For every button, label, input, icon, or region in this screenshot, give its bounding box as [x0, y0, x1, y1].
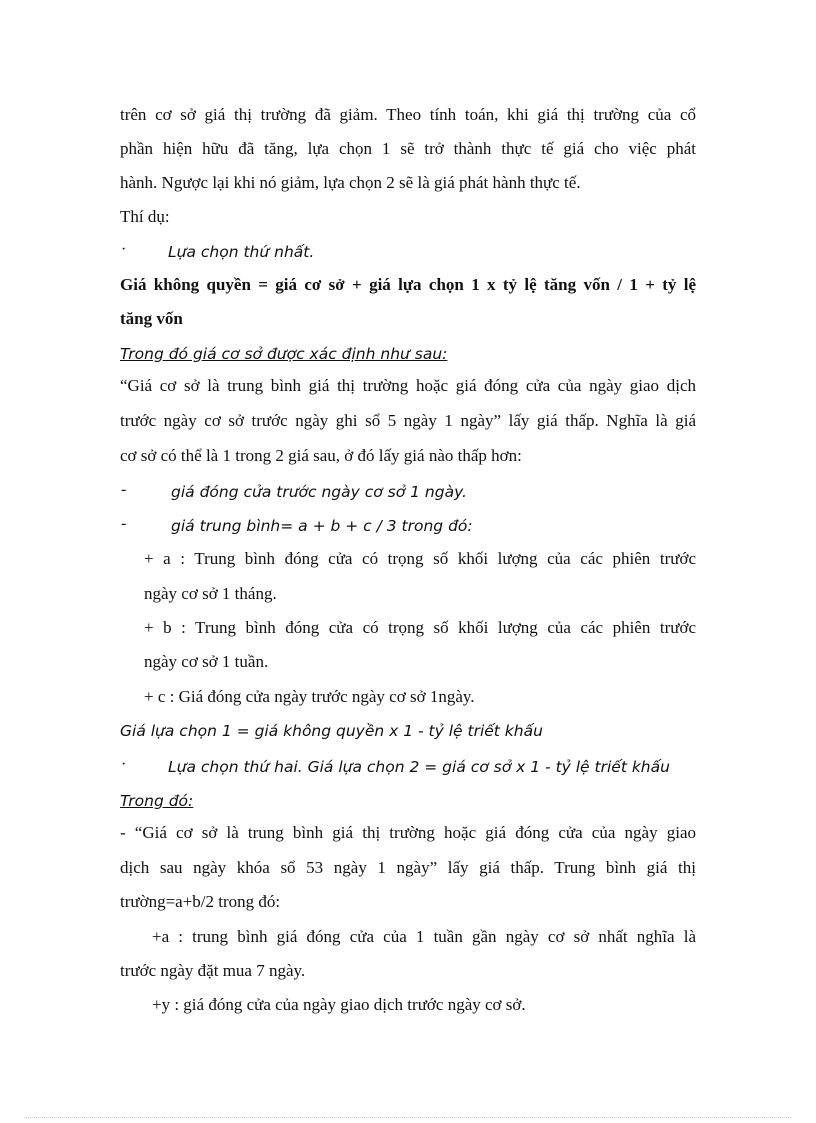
list-item: + b : Trung bình đóng cửa có trọng số khối lượng của các phiên trước [144, 618, 696, 637]
list-item: ngày cơ sở 1 tháng. [144, 584, 277, 603]
example-heading: Thí dụ: [120, 207, 170, 226]
bullet-dot: · [121, 241, 127, 258]
paragraph-line: cơ sở có thể là 1 trong 2 giá sau, ở đó lấy giá nào thấp hơn: [120, 446, 522, 465]
paragraph-line: hành. Ngược lại khi nó giảm, lựa chọn 2 sẽ là giá phát hành thực tế. [120, 173, 581, 192]
paragraph-line: - “Giá cơ sở là trung bình giá thị trường hoặc giá đóng cửa của ngày giao [120, 823, 696, 842]
list-item: + c : Giá đóng cửa ngày trước ngày cơ sở 1ngày. [144, 687, 475, 706]
list-item: trước ngày đặt mua 7 ngày. [120, 961, 306, 980]
subheading-where: Trong đó: [120, 792, 194, 810]
bullet-dash: - [121, 481, 127, 498]
list-item: giá đóng cửa trước ngày cơ sở 1 ngày. [171, 483, 467, 501]
list-item: +a : trung bình giá đóng cửa của 1 tuần gần ngày cơ sở nhất nghĩa là [152, 927, 696, 946]
formula-line: Giá không quyền = giá cơ sở + giá lựa chọn 1 x tỷ lệ tăng vốn / 1 + tỷ lệ [120, 275, 696, 294]
paragraph-line: phần hiện hữu đã tăng, lựa chọn 1 sẽ trở thành thực tế giá cho việc phát [120, 139, 696, 158]
paragraph-line: trên cơ sở giá thị trường đã giảm. Theo tính toán, khi giá thị trường của cổ [120, 105, 696, 124]
bullet-dash: - [121, 515, 127, 532]
paragraph-line: trường=a+b/2 trong đó: [120, 892, 281, 911]
list-item: ngày cơ sở 1 tuần. [144, 652, 269, 671]
formula-line: tăng vốn [120, 309, 183, 328]
paragraph-line: dịch sau ngày khóa sổ 53 ngày 1 ngày” lấy giá thấp. Trung bình giá thị [120, 858, 696, 877]
page-bottom-rule [25, 1117, 791, 1118]
list-item: giá trung bình= a + b + c / 3 trong đó: [171, 517, 473, 535]
paragraph-line: “Giá cơ sở là trung bình giá thị trường hoặc giá đóng cửa của ngày giao dịch [120, 376, 696, 395]
option-two-heading: Lựa chọn thứ hai. Giá lựa chọn 2 = giá cơ sở x 1 - tỷ lệ triết khấu [168, 758, 670, 776]
option-one-heading: Lựa chọn thứ nhất. [168, 243, 315, 261]
list-item: + a : Trung bình đóng cửa có trọng số khối lượng của các phiên trước [144, 549, 696, 568]
paragraph-line: trước ngày cơ sở trước ngày ghi sổ 5 ngày 1 ngày” lấy giá thấp. Nghĩa là giá [120, 411, 696, 430]
formula-line: Giá lựa chọn 1 = giá không quyền x 1 - tỷ lệ triết khấu [120, 722, 543, 740]
bullet-dot: · [121, 756, 127, 773]
list-item: +y : giá đóng cửa của ngày giao dịch trước ngày cơ sở. [152, 995, 526, 1014]
subheading-base-price: Trong đó giá cơ sở được xác định như sau: [120, 345, 448, 363]
